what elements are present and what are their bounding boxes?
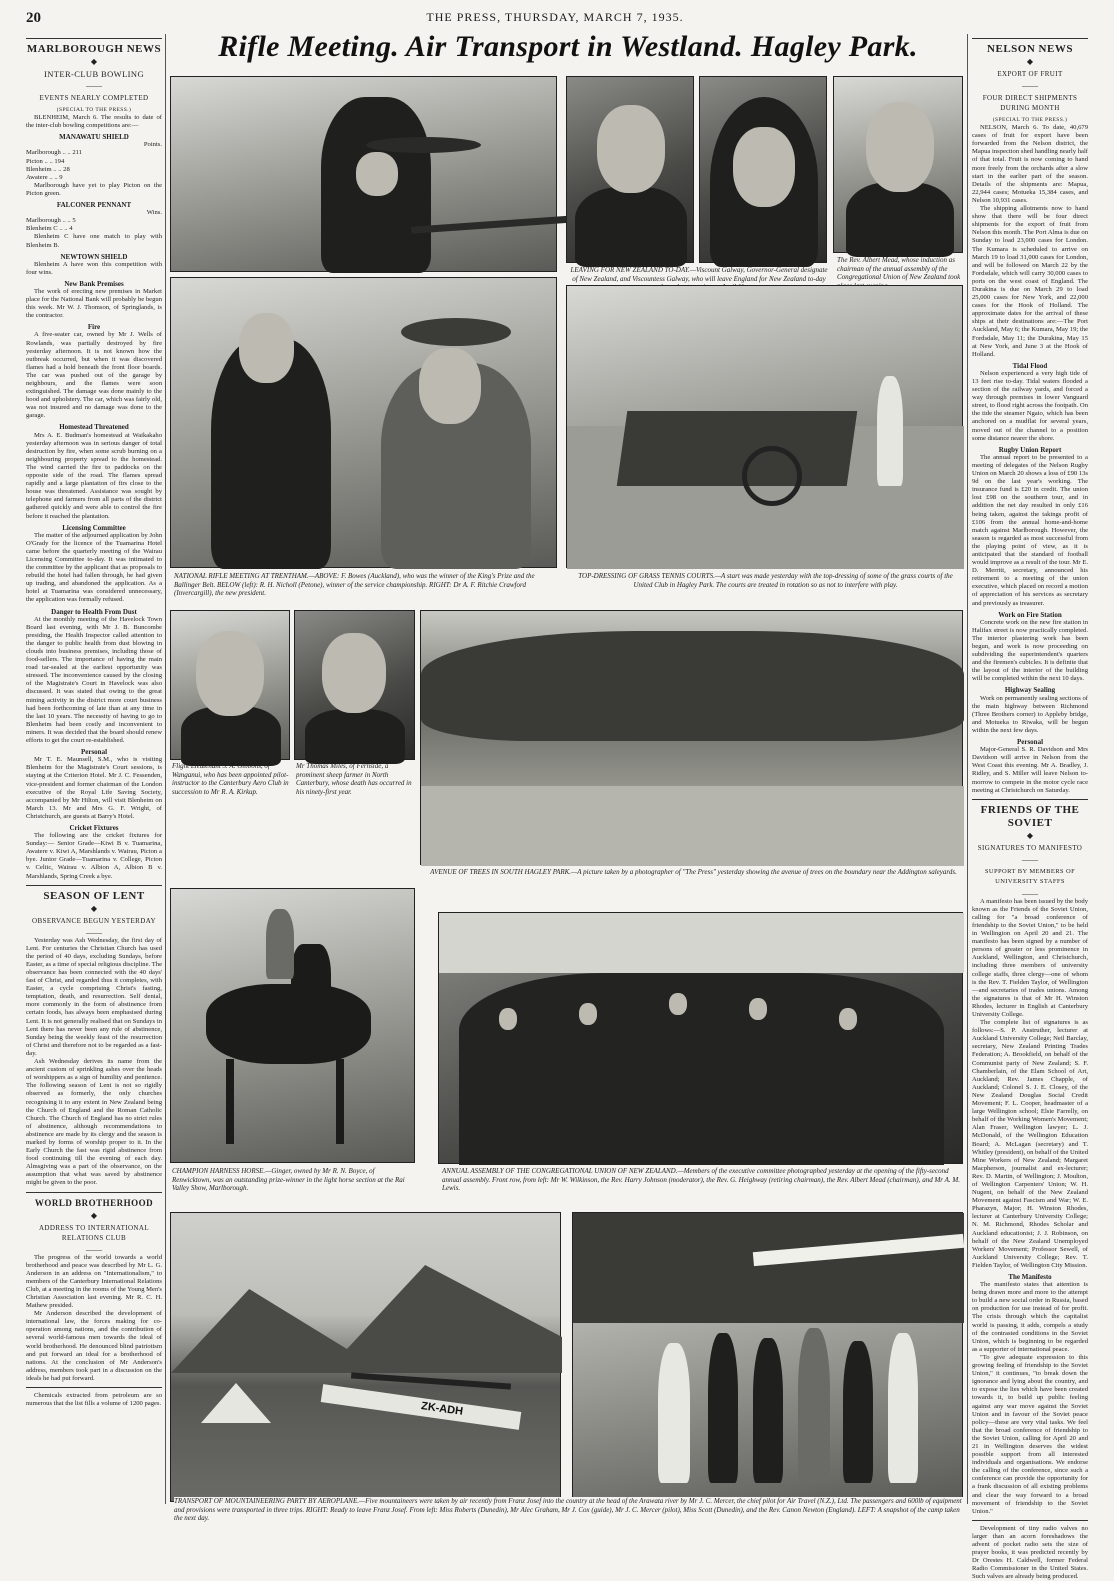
- world-sub: ADDRESS TO INTERNATIONAL RELATIONS CLUB: [38, 1223, 150, 1242]
- article-paragraph: BLENHEIM, March 6. The results to date of the inter-club bowling competitions are:—: [26, 114, 162, 130]
- special-note: (SPECIAL TO THE PRESS.): [56, 107, 132, 113]
- caption-miles: Mr Thomas Miles, of Fernside, a prominent sheep farmer in North Canterbury, whose death has occurred in his ninety-first year.: [296, 762, 412, 796]
- article-paragraph: Marlborough have yet to play Picton on the Picton green.: [26, 181, 162, 197]
- subheading: Work on Fire Station: [998, 610, 1062, 619]
- soviet-sub2: SUPPORT BY MEMBERS OF UNIVERSITY STAFFS: [984, 867, 1076, 885]
- caption-tennis: TOP-DRESSING OF GRASS TENNIS COURTS.—A start was made yesterday with the top-dressing of some of the grass courts of the United Club in Hagley Park. The courts are treated in rotation so as not to interfere with play.: [578, 572, 953, 589]
- subheading: MANAWATU SHIELD: [59, 133, 129, 142]
- plane-registration: ZK-ADH: [420, 1400, 464, 1418]
- article-paragraph: A manifesto has been issued by the body known as the Friends of the Soviet Union, calling for "a broad conference of friendship to the Soviet Union," to be held in Wellington on April 20 and 21. The manifesto has been signed by a number of persons of greater or less prominence in Auckland, Wellington, and Christchurch, including three members of university college staffs, three clergy—one of whom is the Rev. T. Fielden Taylor, of Wellington—and secretaries of trades unions. Among the signatures is that of Mr H. Winston Rhodes, lecturer in English at Canterbury University College.: [972, 897, 1088, 1018]
- subheading: Licensing Committee: [62, 523, 126, 532]
- table-row: Blenheim .. .. 28: [26, 165, 70, 173]
- article-paragraph: Mr Anderson described the development of international law, the forces making for co-operation among nations, and the contribution of several world-famous men towards the ideal of world brotherhood. He denounced blind patriotism and put forward an ideal for a brotherhood of nations. At the conclusion of Mr Anderson's address, members took part in a discussion on the ideals he had put forward.: [26, 1310, 162, 1382]
- caption-transport: TRANSPORT OF MOUNTAINEERING PARTY BY AEROPLANE.—Five mountaineers were taken by air recently from Franz Josef into the country at the head of the Arawata river by Mr J. C. Mercer, the chief pilot for Air Travel (N.Z.), Ltd. The passengers and 600lb of equipment and provisions were transported in three trips. RIGHT: Ready to leave Franz Josef. From left: Miss Roberts (Dunedin), Mr Alec Graham, Mr J. Cox (guide), Mr J. C. Mercer (pilot), Miss Scott (Dunedin), and the Rev. Canon Newton (England). LEFT: A snapshot of the camp taken the next day.: [174, 1497, 962, 1523]
- aeroplane-party-photo: [572, 1212, 963, 1502]
- table-row: Marlborough .. .. 211: [26, 149, 82, 157]
- hagley-park-avenue-photo: [420, 610, 963, 865]
- caption-gibbons: Flight Lieutenant S. A. Gibbons, of Wanganui, who has been appointed pilot-instructor to the Canterbury Aero Club in succession to Mr R. A. Kirkup.: [172, 762, 289, 796]
- subheading: Fire: [87, 323, 101, 332]
- column-rule: [967, 34, 968, 1504]
- nelson-title: NELSON NEWS: [987, 43, 1073, 55]
- article-paragraph: The progress of the world towards a world brotherhood and peace was described by Mr L. G. Anderson in an address on "Internationalism," to members of the Canterbury International Relations Club, at a meeting in the rooms of the Young Men's Christian Association last evening. Mr R. C. H. Mathew presided.: [26, 1253, 162, 1310]
- thomas-miles-portrait: [294, 610, 415, 760]
- article-paragraph: The annual report to be presented to a meeting of delegates of the Nelson Rugby Union on March 20 shows a loss of £90 13s 9d on the last year's working. The insurance fund is £20 in credit. The union lost £98 on the southern tour, and in addition the net day resulted in only £16 being taken, against the takings profit of £106 from the annual home-and-home match against Marlborough. However, the season is regarded as most successful from the playing point of view, as it is anticipated that the standard of football would improve as a result of the tour. Mr E. D. Merritt, secretary, announced his retirement to a meeting of the union executive, which placed on record a motion of appreciation of his services as secretary and previously as treasurer.: [972, 453, 1088, 607]
- congregational-assembly-photo: [438, 912, 963, 1164]
- column-rule: [165, 34, 166, 1504]
- special-note: (SPECIAL TO THE PRESS.): [992, 117, 1068, 123]
- page-number: 20: [26, 10, 41, 26]
- viscountess-galway-portrait: [699, 76, 827, 263]
- right-column: NELSON NEWS ◆ EXPORT OF FRUIT —— FOUR DIRECT SHIPMENTS DURING MONTH (SPECIAL TO THE PRESS.) NELSON, March 6. To date, 40,679 cases of fruit for export have been forwarded from the Nelson district, the Mapua inspection shed handling nearly half of that total. Fruit is now coming to hand more freely from the orchards after a slow start in the earlier part of the season. Details of the shipments are: Mapua, 22,944 cases; Motueka 15,384 cases, and Nelson 10,931 cases. The shipping allotments now to hand show that there will be four direct shipments for the export of fruit from Nelson this month. The Port Alma is due on Sunday to load 23,000 cases for London. The Kumara is scheduled to arrive on March 19 to load 31,000 cases for London, and will be followed on March 22 by the Fordsdale, which will carry 30,000 cases to ports on the west coast of England. The Durakina is due on March 29 to load 25,000 cases for New York, and 22,000 cases for the Hook of Holland. The approximate dates for the arrival of these ships at their destinations are:—The Port Auckland, May 6; the Kumara, May 19; the Fordsdale, May 11; the Durakina, May 15 at New York, and June 3 at the Hook of Holland. Tidal Flood Nelson experienced a very high tide of 13 feet rise to-day. Tidal waters flooded a section of the railway yards, and forced a way through premises in lower Vanguard street, to flood right across the footpath. On the tide the steamer Ngaio, which has been anchored on a mudflat for several years, moved out of the channel to a position some distance nearer the shore. Rugby Union Report The annual report to be presented to a meeting of delegates of the Nelson Rugby Union on March 20 shows a loss of £90 13s 9d on the last year's working. The insurance fund is £20 in credit. The union lost £98 on the southern tour, and in addition the net day resulted in only £16 being taken, against the takings profit of £106 from the annual home-and-home match against Marlborough. However, the season is regarded as most successful from the playing point of view, as it is anticipated that the standard of football would improve as a result of the tour. Mr E. D. Merritt, secretary, announced his retirement to a meeting of the union executive, which placed on record a motion of appreciation of his services as secretary and previously as treasurer. Work on Fire Station Concrete work on the new fire station in Halifax street is now practically completed. The interior plastering work has been begun, and work is now proceeding on subdividing the superintendent's quarters and the firemen's cubicles. It is definite that the layout of the interior of the building will be completed within the next 10 days. Highway Sealing Work on permanently sealing sections of the main highway between Richmond (Three Brothers corner) to Appleby bridge, and Motueka to Riwaka, will be begun within the next few days. Personal Major-General S. R. Davidson and Mrs Davidson will arrive in Nelson from the West Coast this evening. Mr A. Bradley, J. Ridley, and S. Miller will leave Nelson to-morrow to compete in the motor cycle race meeting at Christchurch on Saturday. FRIENDS OF THE SOVIET ◆ SIGNATURES TO MANIFESTO —— SUPPORT BY MEMBERS OF UNIVERSITY STAFFS —— A manifesto has been issued by the body known as the Friends of the Soviet Union, calling for "a broad conference of friendship to the Soviet Union," to be held in Wellington on April 20 and 21. The manifesto has been signed by a number of persons of greater or less prominence in Auckland, Wellington, and Christchurch, including three members of university college staffs, three clergy—one of whom is the Rev. T. Fielden Taylor, of Wellington—and secretaries of trades unions. Among the signatures is that of Mr H. Winston Rhodes, lecturer in English at Canterbury University College. The complete list of signatures is as follows:—S. P. Anstruther, lecturer at Auckland University College; Neil Barclay, secretary, New Zealand Printing Trades Federation; A. Brookfield, on behalf of the Communist party of New Zealand; S. F. Chamberlain, of the Elam School of Art, Auckland; Rev. James Chapple, of Auckland; Colonel S. J. E. Closey, of the New Zealand Douglas Social Credit Movement; F. L. Cooper, headmaster of a large Wellington school; Elsie Farrelly, on behalf of the Working Women's Movement; Alan Fraser, Wellington lawyer; L. J. McDonald, of the Wellington Education Board; A. McLagan (secretary) and T. Whitley (president), on behalf of the United Mine Workers of New Zealand; Margaret Macpherson, journalist and ex-lecturer; Rev. D. Martin, of Wellington; J. Moulton, of Wellington Carpenters' Union; W. H. Nugent, on behalf of the New Zealand Movement against Fascism and War; W. E. Pharazyn, Major; H. Winston Rhodes, lecturer at Canterbury University College; N. M. Richmond, Rhodes Scholar and Auckland educationist; J. J. Robinson, on behalf of the New Zealand Unemployed Workers' Movement; Professor Sewell, of Auckland University College; Rev. T. Fielden Taylor, of Wellington City Mission. The Manifesto The manifesto states that attention is being drawn more and more to the attempt to build a new social order in Russia, based on production for use instead of for profit. The crisis through which the capitalist world is passing, it adds, compels a study of the contrasted conditions in the Soviet Union, which is beginning to be regarded as a supporter of international peace. "To give adequate expression to this growing feeling of friendship to the Soviet Union," it continues, "to break down the ignorance and lying about the country, and to expose the lies which have been created towards it, to build up public feeling against any war move against the Soviet Union and in favour of the Soviet peace policy—these are very vital tasks. We feel that the broad conference of friendship to the Soviet Union, calling for April 20 and 21 in Wellington deserves the widest possible support from all interested individuals and organisations. We endorse the calling of the conference, since such a conference can provide the opportunity for a frank discussion of all existing problems and clear the way forward to a broad movement of friendship to the Soviet Union." Development of tiny radio valves no larger than an acorn foreshadows the advent of pocket radio sets the size of prayer books, it was predicted recently by Dr Orestes H. Caldwell, former Federal Radio Commissioner in the United States. Such valves are already being produced.: [972, 34, 1088, 1504]
- article-paragraph: Blenheim A have won this competition with four wins.: [26, 260, 162, 276]
- page-header: [0, 0, 1114, 28]
- subheading: Tidal Flood: [1012, 361, 1048, 370]
- subheading: Homestead Threatened: [59, 423, 129, 432]
- article-paragraph: The work of erecting new premises in Market place for the National Bank will probably be begun this week. Mr W. J. Thomson, of Springlands, is the contractor.: [26, 287, 162, 320]
- subheading: New Bank Premises: [64, 279, 124, 288]
- article-paragraph: Yesterday was Ash Wednesday, the first day of Lent. For centuries the Christian Church has used the period of 40 days, excluding Sundays, before Easter, as a time of special religious discipline. The observance has been connected with the 40 days' fast of Christ, and regarded thus it completes, with Easter, a cycle comprising Christ's fasting, temptation, death, and resurrection. Self denial, more commonly in the form of abstinence from certain foods, has always been emphasised during Lent. It is not generally realised that on Sundays in Lent there has never been any rule of abstinence, Sunday being the weekly feast of the resurrection of Christ and therefore not to be regarded as a fast-day.: [26, 936, 162, 1057]
- marlborough-title: MARLBOROUGH NEWS: [26, 43, 162, 55]
- soviet-sub1: SIGNATURES TO MANIFESTO: [977, 843, 1083, 852]
- subheading: Rugby Union Report: [998, 445, 1062, 454]
- article-paragraph: The matter of the adjourned application by John O'Grady for the licence of the Tuamarina Hotel came before the quarterly meeting of the Wairau Licensing Committee to-day. It was intimated to the committee by the applicant that as proposals to rebuild the hotel had fallen through, he had given up trading, and abandoned the application. As a hotel at Tuamarina was considered unnecessary, the application was formally refused.: [26, 531, 162, 604]
- caption-rifle: NATIONAL RIFLE MEETING AT TRENTHAM.—ABOVE: F. Bowes (Auckland), who was the winner of the King's Prize and the Ballinger Belt. BELOW (left): R. H. Nicholl (Petone), winner of the service championship. RIGHT: Dr A. F. Ritchie Crawford (Invercargill), the new president.: [174, 572, 535, 598]
- table-row: Marlborough .. .. 5: [26, 217, 76, 225]
- article-paragraph: Development of tiny radio valves no larger than an acorn foreshadows the advent of pocket radio sets the size of prayer books, it was predicted recently by Dr Orestes H. Caldwell, former Federal Radio Commissioner in the United States. Such valves are already being produced.: [972, 1524, 1088, 1581]
- article-paragraph: Work on permanently sealing sections of the main highway between Richmond (Three Brothers corner) to Appleby bridge, and Motueka to Riwaka, will be begun within the next few days.: [972, 694, 1088, 734]
- article-paragraph: Major-General S. R. Davidson and Mrs Davidson will arrive in Nelson from the West Coast this evening. Mr A. Bradley, J. Ridley, and S. Miller will leave Nelson to-morrow to compete in the motor cycle race meeting at Christchurch on Saturday.: [972, 746, 1088, 794]
- article-paragraph: The following are the cricket fixtures for Sunday:— Senior Grade—Kiwi B v. Tuamarina, Awatere v. Kiwi A, Marshlands v. Wairau, Picton a bye. Junior Grade—Tuamarina v. College, Picton v. Celtic, Wairau v. Albion A, Albion B v. Marshlands, Spring Creek a bye.: [26, 832, 162, 880]
- lent-sub: OBSERVANCE BEGUN YESTERDAY: [32, 916, 156, 925]
- banner-headline: Rifle Meeting. Air Transport in Westland. Hagley Park.: [218, 30, 918, 63]
- mountain-camp-photo: [170, 1212, 561, 1502]
- caption-avenue: AVENUE OF TREES IN SOUTH HAGLEY PARK.—A picture taken by a photographer of "The Press" yesterday showing the avenue of trees on the boundary near the Addington saleyards.: [430, 868, 957, 876]
- subheading: NEWTOWN SHIELD: [60, 252, 128, 261]
- table-header: Wins.: [146, 209, 162, 217]
- article-paragraph: Mr T. E. Maunsell, S.M., who is visiting Blenheim for the Magistrate's Court sessions, is staying at the Criterion Hotel. Mr J. C. Fessenden, vice-president and former chairman of the London executive of the Royal Life Saving Society, accompanied by Mr Hilton, will visit Blenheim on March 13. Mr and Mrs G. F. Wright, of Christchurch, are guests at Barry's Hotel.: [26, 756, 162, 820]
- rifle-meeting-officials-photo: [170, 277, 557, 568]
- marlborough-sub2: EVENTS NEARLY COMPLETED: [39, 94, 149, 102]
- caption-horse: CHAMPION HARNESS HORSE.—Ginger, owned by Mr R. N. Boyce, of Renwicktown, was an outstanding prize-winner in the light horse section at the Rai Valley Show, Marlborough.: [172, 1167, 405, 1193]
- table-row: Awatere .. .. 9: [26, 173, 63, 181]
- subheading: The Manifesto: [1008, 1273, 1052, 1281]
- article-paragraph: "To give adequate expression to this growing feeling of friendship to the Soviet Union," it continues, "to break down the ignorance and lying about the country, and to expose the lies which have been created towards it, to build up public feeling against any war move against the Soviet Union and in favour of the Soviet peace policy—these are very vital tasks. We feel that the broad conference of friendship to the Soviet Union, calling for April 20 and 21 in Wellington deserves the widest possible support from all interested individuals and organisations. We endorse the calling of the conference, since such a conference can provide the opportunity for a frank discussion of all existing problems and clear the way forward to a broad movement of friendship to the Soviet Union.": [972, 1353, 1088, 1515]
- caption-leaving: LEAVING FOR NEW ZEALAND TO-DAY.—Viscount Galway, Governor-General designate of New Zealand, and Viscountess Galway, who will leave England for New Zealand to-day: [570, 266, 828, 283]
- soviet-title: FRIENDS OF THE SOVIET: [980, 803, 1080, 829]
- subheading: Cricket Fixtures: [69, 823, 119, 832]
- article-paragraph: Nelson experienced a very high tide of 13 feet rise to-day. Tidal waters flooded a section of the railway yards, and forced a way through premises in lower Vanguard street, to flood right across the footpath. On the tide the steamer Ngaio, which has been anchored on a mudflat for several years, moved out of the channel to a position some distance nearer the shore.: [972, 369, 1088, 442]
- masthead-date: THE PRESS, THURSDAY, MARCH 7, 1935.: [426, 10, 684, 24]
- article-paragraph: The shipping allotments now to hand show that there will be four direct shipments for the export of fruit from Nelson this month. The Port Alma is due on Sunday to load 23,000 cases for London. The Kumara is scheduled to arrive on March 19 to load 31,000 cases for London, and will be followed on March 22 by the Fordsdale, which will carry 30,000 cases to ports on the west coast of England. The Durakina is due on March 29 to load 25,000 cases for New York, and 22,000 cases for the Hook of Holland. The approximate dates for the arrival of these ships at their destinations are:—The Port Auckland, May 6; the Kumara, May 19; the Fordsdale, May 11; the Durakina, May 15 at New York, and June 3 at the Hook of Holland.: [972, 205, 1088, 358]
- subheading: Danger to Health From Dust: [51, 607, 137, 616]
- article-paragraph: Mrs A. E. Budman's homestead at Waikakaho yesterday afternoon was in serious danger of total destruction by fire, when some scrub burning on a neighbouring property spread to the homestead. The wind carried the fire to paddocks on the opposite side of the road. The flames spread rapidly and a large plantation of firs close to the house was threatened. Assistance was sought by telephone and farmers from all parts of the district gathered quickly and were able to control the fire before it reached the plantation.: [26, 431, 162, 520]
- rev-albert-mead-portrait: [833, 76, 963, 253]
- tennis-court-photo: [566, 285, 963, 568]
- article-paragraph: A five-seater car, owned by Mr J. Wells of Rowlands, was partially destroyed by fire yesterday afternoon. It is not known how the outbreak occurred, but when it was discovered flames had a hold beneath the front floor boards. The car was pushed out of the garage by neighbours, and the flames were soon extinguished. The damage was done mainly to the hood and upholstery. The car, which was fairly old, was not insured and no damage was done to the garage.: [26, 331, 162, 420]
- subheading: Personal: [80, 748, 108, 757]
- table-row: Picton .. .. 194: [26, 157, 65, 165]
- marlborough-sub1: INTER-CLUB BOWLING: [44, 69, 144, 79]
- table-header: Points.: [143, 141, 162, 149]
- caption-mead: The Rev. Albert Mead, whose induction as chairman of the annual assembly of the Congregational Union of New Zealand took: [837, 256, 961, 282]
- article-paragraph: Concrete work on the new fire station in Halifax street is now practically completed. The interior plastering work has been begun, and work is now proceeding on subdividing the superintendent's quarters and the firemen's cubicles. It is definite that the layout of the interior of the building will be completed within the next 10 days.: [972, 618, 1088, 683]
- lent-title: SEASON OF LENT: [43, 889, 145, 902]
- left-column: MARLBOROUGH NEWS ◆ INTER-CLUB BOWLING —— EVENTS NEARLY COMPLETED (SPECIAL TO THE PRESS.) BLENHEIM, March 6. The results to date of the inter-club bowling competitions are:— MANAWATU SHIELD Points. Marlborough .. .. 211 Picton .. .. 194 Blenheim .. .. 28 Awatere .. .. 9 Marlborough have yet to play Picton on the Picton green. FALCONER PENNANT Wins. Marlborough .. .. 5 Blenheim C .. .. 4 Blenheim C have one match to play with Blenheim B. NEWTOWN SHIELD Blenheim A have won this competition with four wins. New Bank Premises The work of erecting new premises in Market place for the National Bank will probably be begun this week. Mr W. J. Thomson, of Springlands, is the contractor. Fire A five-seater car, owned by Mr J. Wells of Rowlands, was partially destroyed by fire yesterday afternoon. It is not known how the outbreak occurred, but when it was discovered flames had a hold beneath the front floor boards. The car was pushed out of the garage by neighbours, and the flames were soon extinguished. The damage was done mainly to the hood and upholstery. The car, which was fairly old, was not insured and no damage was done to the garage. Homestead Threatened Mrs A. E. Budman's homestead at Waikakaho yesterday afternoon was in serious danger of total destruction by fire, when some scrub burning on a neighbouring property spread to the homestead. The wind carried the fire to paddocks on the opposite side of the road. The flames spread rapidly and a large plantation of firs close to the house was threatened. Assistance was sought by telephone and farmers from all parts of the district gathered quickly and were able to control the fire before it reached the plantation. Licensing Committee The matter of the adjourned application by John O'Grady for the licence of the Tuamarina Hotel came before the quarterly meeting of the Wairau Licensing Committee to-day. It was intimated to the committee by the applicant that as proposals to rebuild the hotel had fallen through, he had given up trading, and abandoned the application. As a hotel at Tuamarina was considered unnecessary, the application was formally refused. Danger to Health From Dust At the monthly meeting of the Havelock Town Board last evening, with Mr J. B. Buncombe presiding, the Health Inspector called attention to the danger to public health from dust blowing in clouds into business premises, including those of food-sellers. The importance of having the main road tar-sealed at the earliest opportunity was stressed. The inconvenience caused by the closing of the Magistrate's Court in Havelock was also discussed. It was stated that owing to the great mining activity in the district more court business had been forthcoming of late than at any time in the last 10 years. The necessity of having to go to Blenheim had been costly and inconvenient to miners. It was decided that the board should renew efforts to get the court re-established. Personal Mr T. E. Maunsell, S.M., who is visiting Blenheim for the Magistrate's Court sessions, is staying at the Criterion Hotel. Mr J. C. Fessenden, vice-president and former chairman of the London executive of the Royal Life Saving Society, accompanied by Mr Hilton, will visit Blenheim on March 13. Mr and Mrs G. F. Wright, of Christchurch, are guests at Barry's Hotel. Cricket Fixtures The following are the cricket fixtures for Sunday:— Senior Grade—Kiwi B v. Tuamarina, Awatere v. Kiwi A, Marshlands v. Wairau, Picton a bye. Junior Grade—Tuamarina v. College, Picton v. Celtic, Wairau v. Albion A, Albion B v. Marshlands, Spring Creek a bye. SEASON OF LENT ◆ OBSERVANCE BEGUN YESTERDAY —— Yesterday was Ash Wednesday, the first day of Lent. For centuries the Christian Church has used the period of 40 days, excluding Sundays, before Easter, as a time of special religious discipline. The observance has been connected with the 40 days' fast of Christ, and regarded thus it completes, with Easter, a cycle comprising Christ's fasting, temptation, death, and resurrection. Self denial, more commonly in the form of abstinence from certain foods, has always been emphasised during Lent. It is not generally realised that on Sundays in Lent there has never been any rule of abstinence, Sunday being the weekly feast of the resurrection of Christ and therefore not to be regarded as a fast-day. Ash Wednesday derives its name from the ancient custom of sprinkling ashes over the heads of worshippers as a sign of humility and penitence. The following season of Lent is not so rigidly observed as formerly, the only churches recognising it to any extent in New Zealand being the Church of England and the Roman Catholic Church. The Church of England has no strict rules of abstinence, although recommendations to abstinence are made by its clergy and the season is marked by forms of worship proper to it. In the Early Church the fast was rigid abstinence from food continuing till the evening of each day. Almsgiving was a part of the observance, on the assumption that what was saved by abstinence might be given to the poor. WORLD BROTHERHOOD ◆ ADDRESS TO INTERNATIONAL RELATIONS CLUB —— The progress of the world towards a world brotherhood and peace was described by Mr L. G. Anderson in an address on "Internationalism," to members of the Canterbury International Relations Club, at a meeting in the rooms of the Young Men's Christian Association last evening. Mr R. C. H. Mathew presided. Mr Anderson described the development of international law, the forces making for co-operation among nations, and the contribution of several world-famous men towards the ideal of world brotherhood. He denounced blind patriotism and put forward an ideal for a brotherhood of nations. At the conclusion of Mr Anderson's address, members took part in a discussion on the ideals he had put forward. Chemicals extracted from petroleum are so numerous that the list fills a volume of 1200 pages.: [26, 34, 162, 1504]
- article-paragraph: Blenheim C have one match to play with Blenheim B.: [26, 233, 162, 249]
- article-paragraph: The complete list of signatures is as follows:—S. P. Anstruther, lecturer at Auckland University College; Neil Barclay, secretary, New Zealand Printing Trades Federation; A. Brookfield, on behalf of the Communist party of New Zealand; S. F. Chamberlain, of the Elam School of Art, Auckland; Rev. James Chapple, of Auckland; Colonel S. J. E. Closey, of the New Zealand Douglas Social Credit Movement; F. L. Cooper, headmaster of a large Wellington school; Elsie Farrelly, on behalf of the Working Women's Movement; Alan Fraser, Wellington lawyer; L. J. McDonald, of the Wellington Education Board; A. McLagan (secretary) and T. Whitley (president), on behalf of the United Mine Workers of New Zealand; Margaret Macpherson, journalist and ex-lecturer; Rev. D. Martin, of Wellington; J. Moulton, of Wellington Carpenters' Union; W. H. Nugent, on behalf of the New Zealand Movement against Fascism and War; W. E. Pharazyn, Major; H. Winston Rhodes, lecturer at Canterbury University College; N. M. Richmond, Rhodes Scholar and Auckland educationist; J. J. Robinson, on behalf of the New Zealand Unemployed Workers' Movement; Professor Sewell, of Auckland University College; Rev. T. Fielden Taylor, of Wellington City Mission.: [972, 1019, 1088, 1269]
- nelson-sub2: FOUR DIRECT SHIPMENTS DURING MONTH: [982, 94, 1078, 112]
- subheading: FALCONER PENNANT: [56, 201, 132, 210]
- world-title: WORLD BROTHERHOOD: [34, 1197, 154, 1208]
- subheading: Highway Sealing: [1004, 686, 1056, 695]
- nelson-sub1: EXPORT OF FRUIT: [997, 70, 1063, 78]
- article-paragraph: Chemicals extracted from petroleum are so numerous that the list fills a volume of 1200 pages.: [26, 1392, 162, 1408]
- caption-assembly: ANNUAL ASSEMBLY OF THE CONGREGATIONAL UNION OF NEW ZEALAND.—Members of the executive committee photographed yesterday at the opening of the fifty-second annual assembly. Front row, from left: Mr W. Wilkinson, the Rev. Harry Johnson (moderator), the Rev. G. Heighway (retiring chairman), the Rev. Albert Mead (chairman), and Mr A. M. Lewis.: [442, 1167, 960, 1193]
- subheading: Personal: [1016, 738, 1044, 747]
- rifleman-photo: [170, 76, 557, 272]
- article-paragraph: Ash Wednesday derives its name from the ancient custom of sprinkling ashes over the heads of worshippers as a sign of humility and penitence. The following season of Lent is not so rigidly observed as formerly, the only churches recognising it to any extent in New Zealand being the Church of England and the Roman Catholic Church. The Church of England has no strict rules of abstinence, although recommendations to abstinence are made by its clergy and the season is marked by forms of worship proper to it. In the Early Church the fast was rigid abstinence from food continuing till the evening of each day. Almsgiving was a part of the observance, on the assumption that what was saved by abstinence might be given to the poor.: [26, 1058, 162, 1187]
- article-paragraph: The manifesto states that attention is being drawn more and more to the attempt to build a new social order in Russia, based on production for use instead of for profit. The crisis through which the capitalist world is passing, it adds, compels a study of the contrasted conditions in the Soviet Union, which is beginning to be regarded as a supporter of international peace.: [972, 1281, 1088, 1353]
- article-paragraph: NELSON, March 6. To date, 40,679 cases of fruit for export have been forwarded from the Nelson district, the Mapua inspection shed handling nearly half of that total. Fruit is now coming to hand more freely from the orchards after a slow start in the earlier part of the season. Details of the shipments are: Mapua, 22,944 cases; Motueka 15,384 cases, and Nelson 10,931 cases.: [972, 124, 1088, 204]
- viscount-galway-portrait: [566, 76, 694, 263]
- article-paragraph: At the monthly meeting of the Havelock Town Board last evening, with Mr J. B. Buncombe presiding, the Health Inspector called attention to the danger to public health from dust blowing in clouds into business premises, including those of food-sellers. The importance of having the main road tar-sealed at the earliest opportunity was stressed. The inconvenience caused by the closing of the Magistrate's Court in Havelock was also discussed. It was stated that owing to the great mining activity in the district more court business had been forthcoming of late than at any time in the last 10 years. The necessity of having to go to Blenheim had been costly and inconvenient to miners. It was decided that the board should renew efforts to get the court re-established.: [26, 615, 162, 745]
- table-row: Blenheim C .. .. 4: [26, 225, 73, 233]
- champion-horse-photo: [170, 888, 415, 1163]
- gibbons-portrait: [170, 610, 290, 760]
